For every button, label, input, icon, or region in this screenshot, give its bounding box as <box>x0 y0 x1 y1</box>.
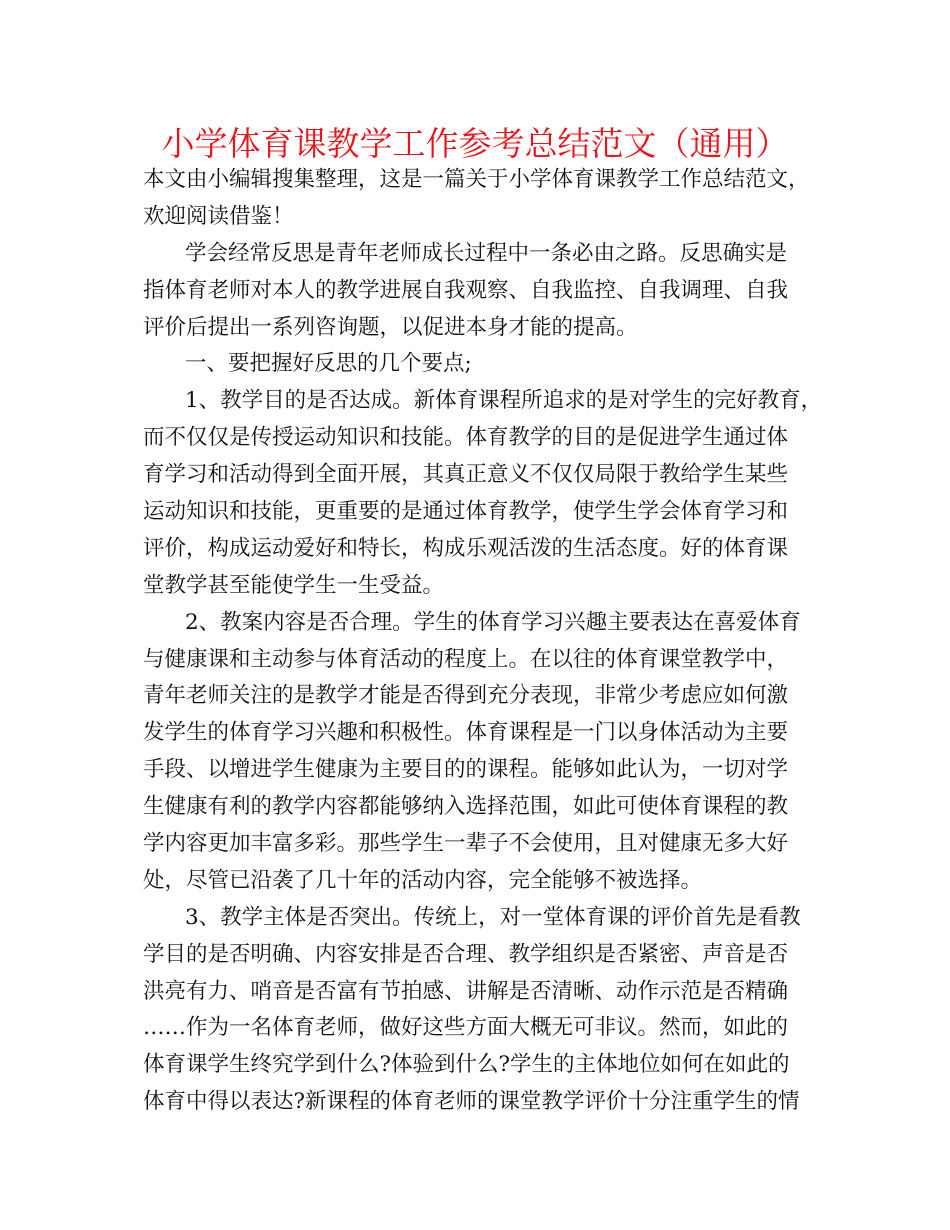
text-line: 运动知识和技能，更重要的是通过体育教学，使学生学会体育学习和 <box>143 499 789 525</box>
text-line: 育学习和活动得到全面开展，其真正意义不仅仅局限于教给学生某些 <box>143 462 789 488</box>
text-line: 与健康课和主动参与体育活动的程度上。在以往的体育课堂教学中， <box>143 646 789 672</box>
text-line: 评价，构成运动爱好和特长，构成乐观活泼的生活态度。好的体育课 <box>143 535 789 561</box>
text-line: 堂教学甚至能使学生一生受益。 <box>143 572 445 598</box>
text-line: 一、要把握好反思的几个要点; <box>185 351 472 377</box>
text-line: 洪亮有力、哨音是否富有节拍感、讲解是否清晰、动作示范是否精确 <box>143 978 789 1004</box>
text-line: 而不仅仅是传授运动知识和技能。体育教学的目的是促进学生通过体 <box>143 425 789 451</box>
text-line: 学内容更加丰富多彩。那些学生一辈子不会使用，且对健康无多大好 <box>143 831 789 857</box>
text-line: ……作为一名体育老师，做好这些方面大概无可非议。然而，如此的 <box>143 1015 789 1041</box>
text-line: 手段、以增进学生健康为主要目的的课程。能够如此认为，一切对学 <box>143 757 789 783</box>
document-body <box>143 162 823 1121</box>
text-line: 学会经常反思是青年老师成长过程中一条必由之路。反思确实是 <box>185 240 788 266</box>
text-line: 学目的是否明确、内容安排是否合理、教学组织是否紧密、声音是否 <box>143 941 789 967</box>
document-title: 小学体育课教学工作参考总结范文（通用） <box>161 124 789 163</box>
text-line: 欢迎阅读借鉴！ <box>143 203 294 229</box>
text-line: 1、教学目的是否达成。新体育课程所追求的是对学生的完好教育， <box>185 388 823 414</box>
text-line: 3、教学主体是否突出。传统上，对一堂体育课的评价首先是看教 <box>185 904 801 930</box>
text-line: 本文由小编辑搜集整理，这是一篇关于小学体育课教学工作总结范文， <box>143 167 810 192</box>
text-line: 青年老师关注的是教学才能是否得到充分表现，非常少考虑应如何激 <box>143 683 789 709</box>
text-line: 发学生的体育学习兴趣和积极性。体育课程是一门以身体活动为主要 <box>143 720 789 746</box>
text-line: 评价后提出一系列咨询题，以促进本身才能的提高。 <box>143 314 638 340</box>
text-line: 体育课学生终究学到什么?体验到什么?学生的主体地位如何在如此的 <box>143 1052 790 1078</box>
text-line: 处，尽管已沿袭了几十年的活动内容，完全能够不被选择。 <box>143 867 703 893</box>
text-line: 2、教案内容是否合理。学生的体育学习兴趣主要表达在喜爱体育 <box>185 609 801 635</box>
text-line: 生健康有利的教学内容都能够纳入选择范围，如此可使体育课程的教 <box>143 794 789 820</box>
text-line: 体育中得以表达?新课程的体育老师的课堂教学评价十分注重学生的情 <box>143 1089 800 1115</box>
text-line: 指体育老师对本人的教学进展自我观察、自我监控、自我调理、自我 <box>143 277 789 303</box>
